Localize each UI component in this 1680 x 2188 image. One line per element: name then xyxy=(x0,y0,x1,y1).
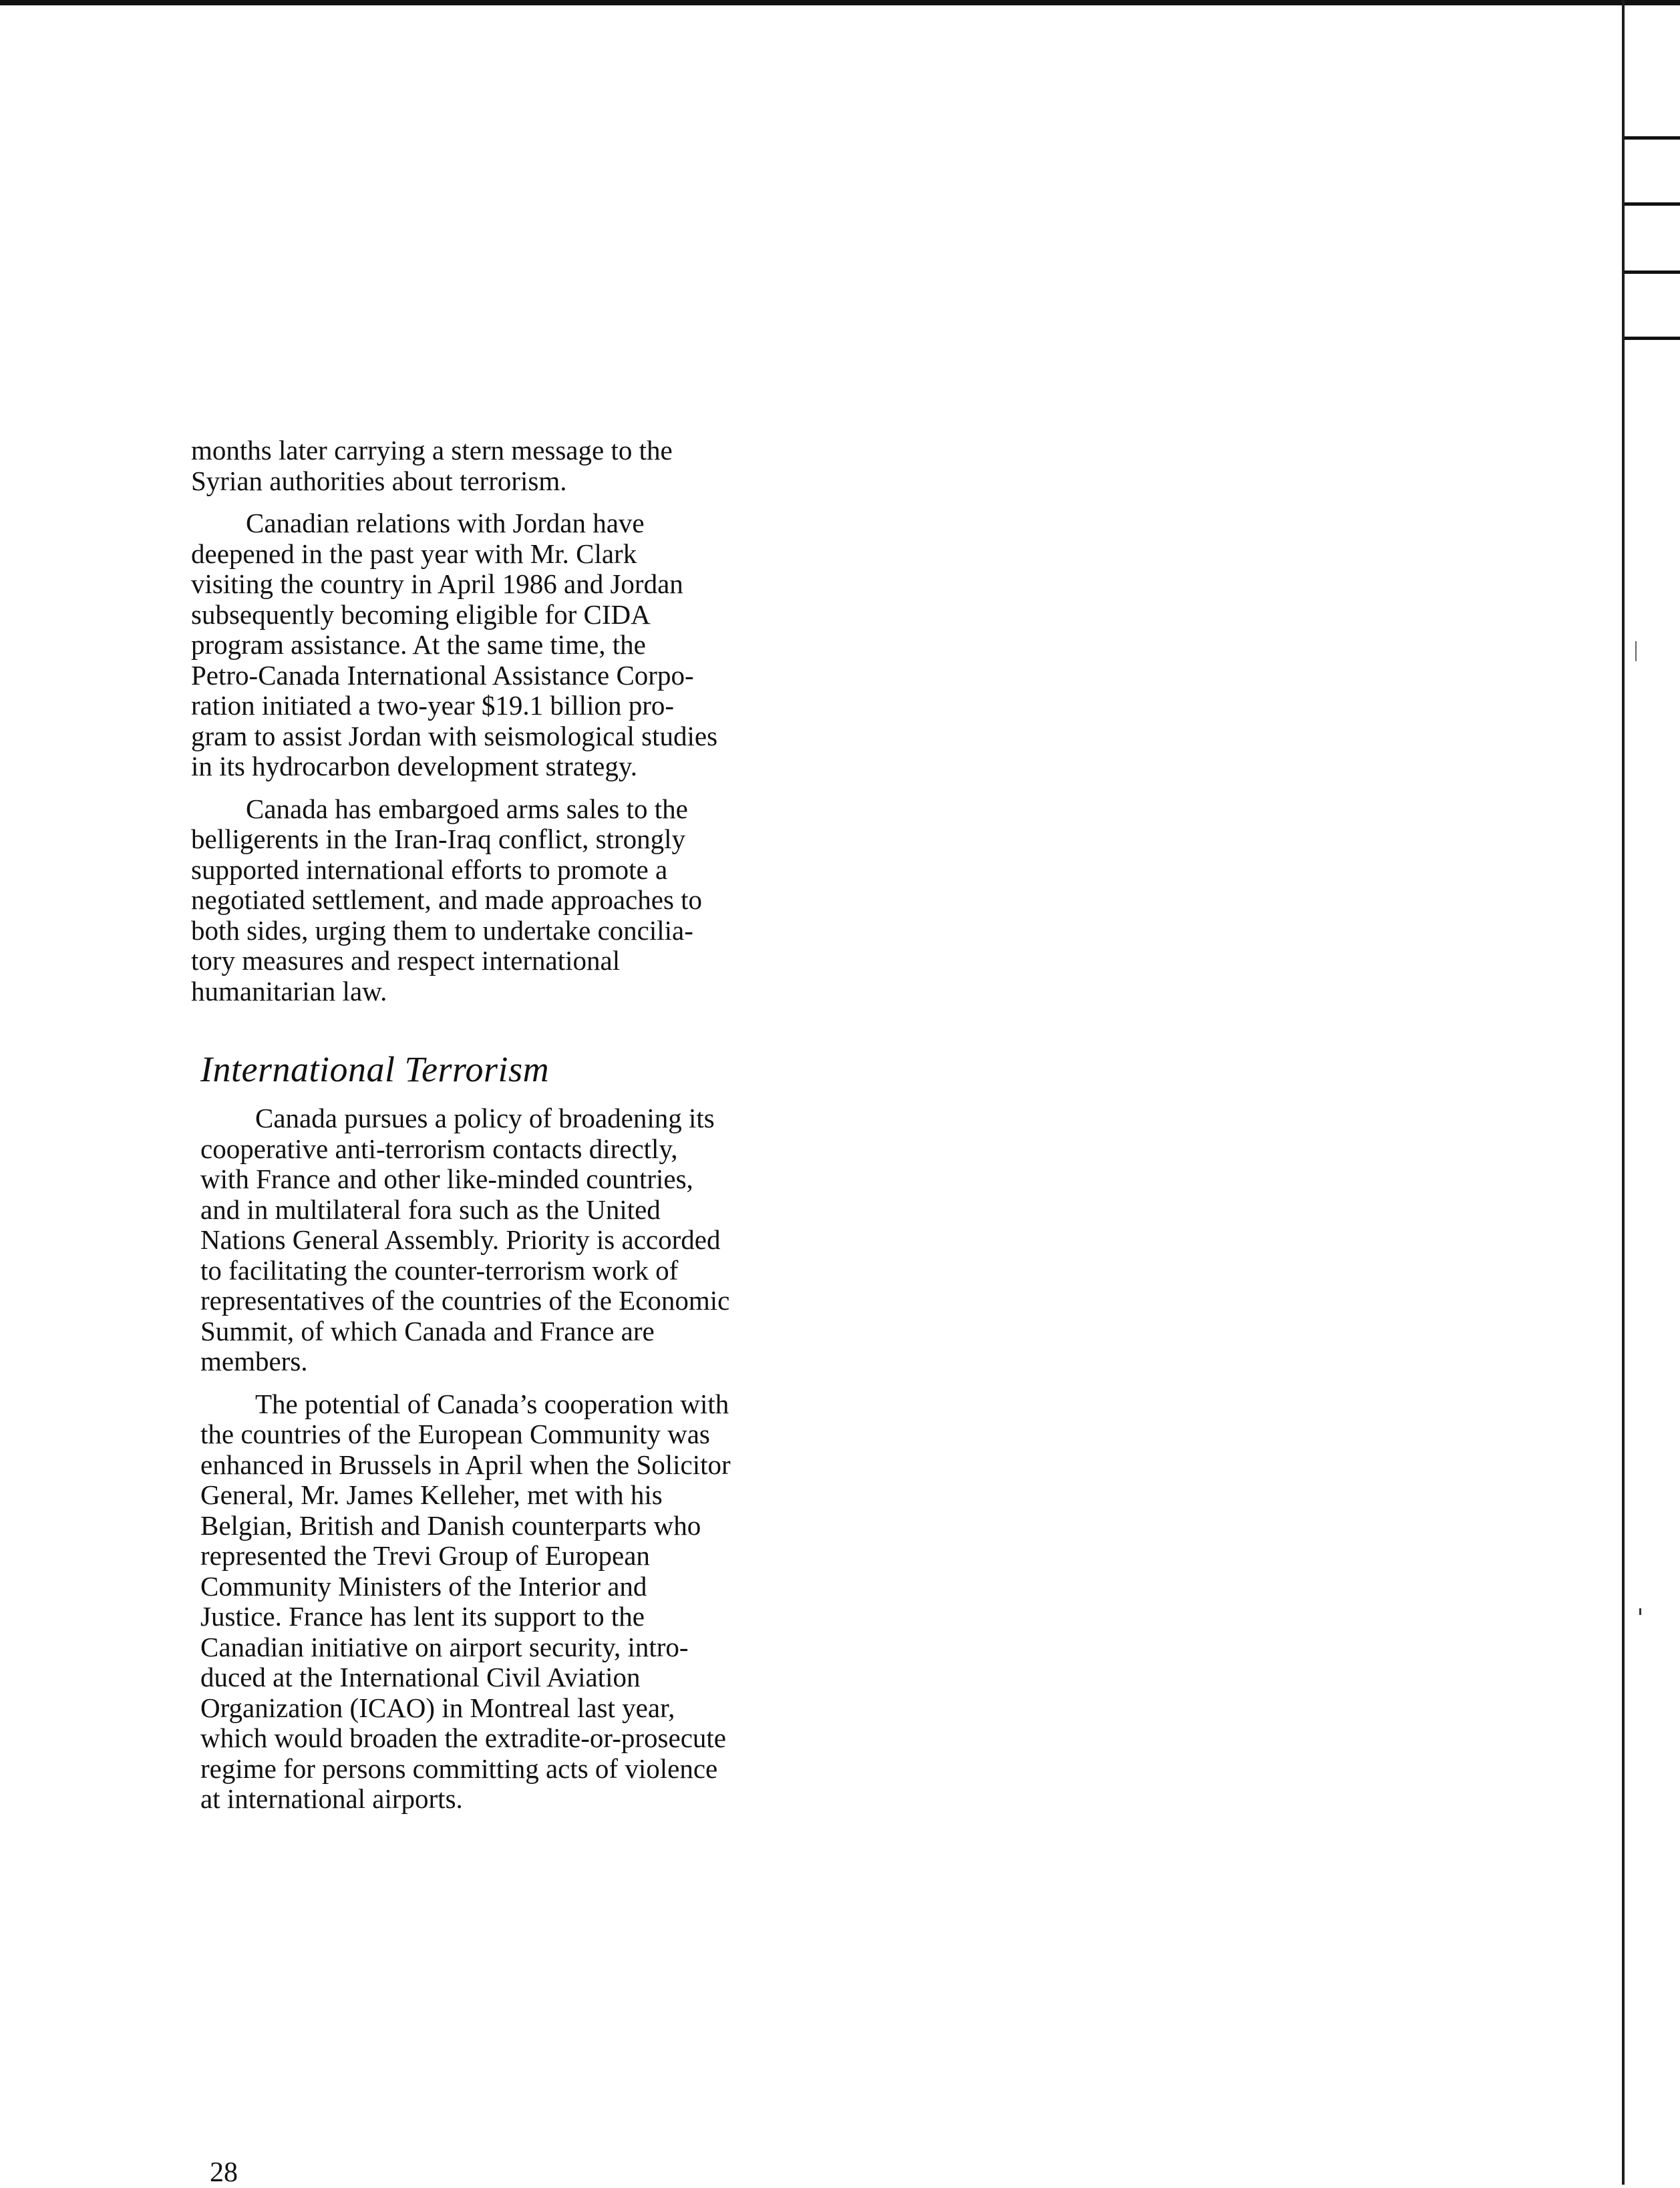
text-line: regime for persons committing acts of violence xyxy=(200,1753,718,1784)
text-line: Canada pursues a policy of broadening its xyxy=(255,1103,715,1133)
margin-tick-mark xyxy=(1625,136,1680,140)
text-line: both sides, urging them to undertake concilia- xyxy=(191,914,693,946)
text-line: Nations General Assembly. Priority is accorded xyxy=(200,1224,721,1255)
paragraph-syria xyxy=(191,435,779,496)
paragraph-gap xyxy=(191,496,779,508)
text-line: Canadian initiative on airport security, intro- xyxy=(200,1631,689,1662)
text-line: enhanced in Brussels in April when the Solicitor xyxy=(200,1449,731,1480)
text-line: months later carrying a stern message to the xyxy=(191,435,673,466)
body-column-top xyxy=(191,435,779,1007)
text-line: cooperative anti-terrorism contacts directly, xyxy=(200,1133,678,1164)
text-line: at international airports. xyxy=(200,1783,463,1814)
text-line: Organization (ICAO) in Montreal last year, xyxy=(200,1692,675,1723)
page-number: 28 xyxy=(210,2157,238,2188)
scan-speck xyxy=(1635,641,1637,661)
text-line: Community Ministers of the Interior and xyxy=(200,1570,647,1602)
paragraph-gap xyxy=(191,782,779,794)
text-line: gram to assist Jordan with seismological studies xyxy=(191,720,718,751)
text-line: belligerents in the Iran-Iraq conflict, strongly xyxy=(191,824,686,854)
text-line: General, Mr. James Kelleher, met with his xyxy=(200,1479,663,1510)
text-line: humanitarian law. xyxy=(191,975,387,1007)
text-line: representatives of the countries of the Economic xyxy=(200,1285,730,1316)
paragraph-iran-iraq xyxy=(191,794,779,1007)
text-line: Syrian authorities about terrorism. xyxy=(191,465,567,496)
margin-tick-mark xyxy=(1625,337,1680,340)
text-line: the countries of the European Community was xyxy=(200,1419,710,1449)
text-line: supported international efforts to promote a xyxy=(191,854,668,885)
margin-tick-mark xyxy=(1625,202,1680,206)
scan-top-border xyxy=(0,0,1680,5)
text-line: subsequently becoming eligible for CIDA xyxy=(191,598,651,630)
text-line: to facilitating the counter-terrorism work of xyxy=(200,1254,679,1286)
text-line: The potential of Canada’s cooperation with xyxy=(255,1388,729,1419)
scan-right-border xyxy=(1622,0,1625,2185)
paragraph-policy xyxy=(200,1103,788,1377)
text-line: and in multilateral fora such as the United xyxy=(200,1194,661,1225)
text-line: members. xyxy=(200,1346,308,1377)
text-line: Summit, of which Canada and France are xyxy=(200,1315,655,1346)
text-line: Justice. France has lent its support to the xyxy=(200,1601,645,1632)
margin-tick-mark xyxy=(1625,270,1680,274)
text-line: visiting the country in April 1986 and Jordan xyxy=(191,568,683,599)
body-column-bottom xyxy=(200,1103,788,1815)
text-line: ration initiated a two-year $19.1 billion pro- xyxy=(191,690,675,721)
paragraph-cooperation xyxy=(200,1389,788,1815)
text-line: in its hydrocarbon development strategy. xyxy=(191,751,637,781)
paragraph-jordan xyxy=(191,508,779,782)
text-line: negotiated settlement, and made approaches to xyxy=(191,884,703,915)
text-line: Canada has embargoed arms sales to the xyxy=(246,793,688,824)
text-line: deepened in the past year with Mr. Clark xyxy=(191,538,637,569)
text-line: tory measures and respect international xyxy=(191,945,621,976)
text-line: Petro-Canada International Assistance Corpo- xyxy=(191,659,694,691)
text-line: duced at the International Civil Aviation xyxy=(200,1662,641,1692)
section-heading: International Terrorism xyxy=(200,1049,550,1089)
text-line: Belgian, British and Danish counterparts who xyxy=(200,1509,701,1541)
paragraph-gap xyxy=(200,1377,788,1389)
text-line: which would broaden the extradite-or-prosecute xyxy=(200,1722,726,1753)
text-line: with France and other like-minded countries, xyxy=(200,1163,693,1194)
text-line: Canadian relations with Jordan have xyxy=(246,508,645,538)
scan-speck xyxy=(1639,1608,1641,1615)
text-line: represented the Trevi Group of European xyxy=(200,1540,650,1571)
text-line: program assistance. At the same time, the xyxy=(191,629,646,660)
